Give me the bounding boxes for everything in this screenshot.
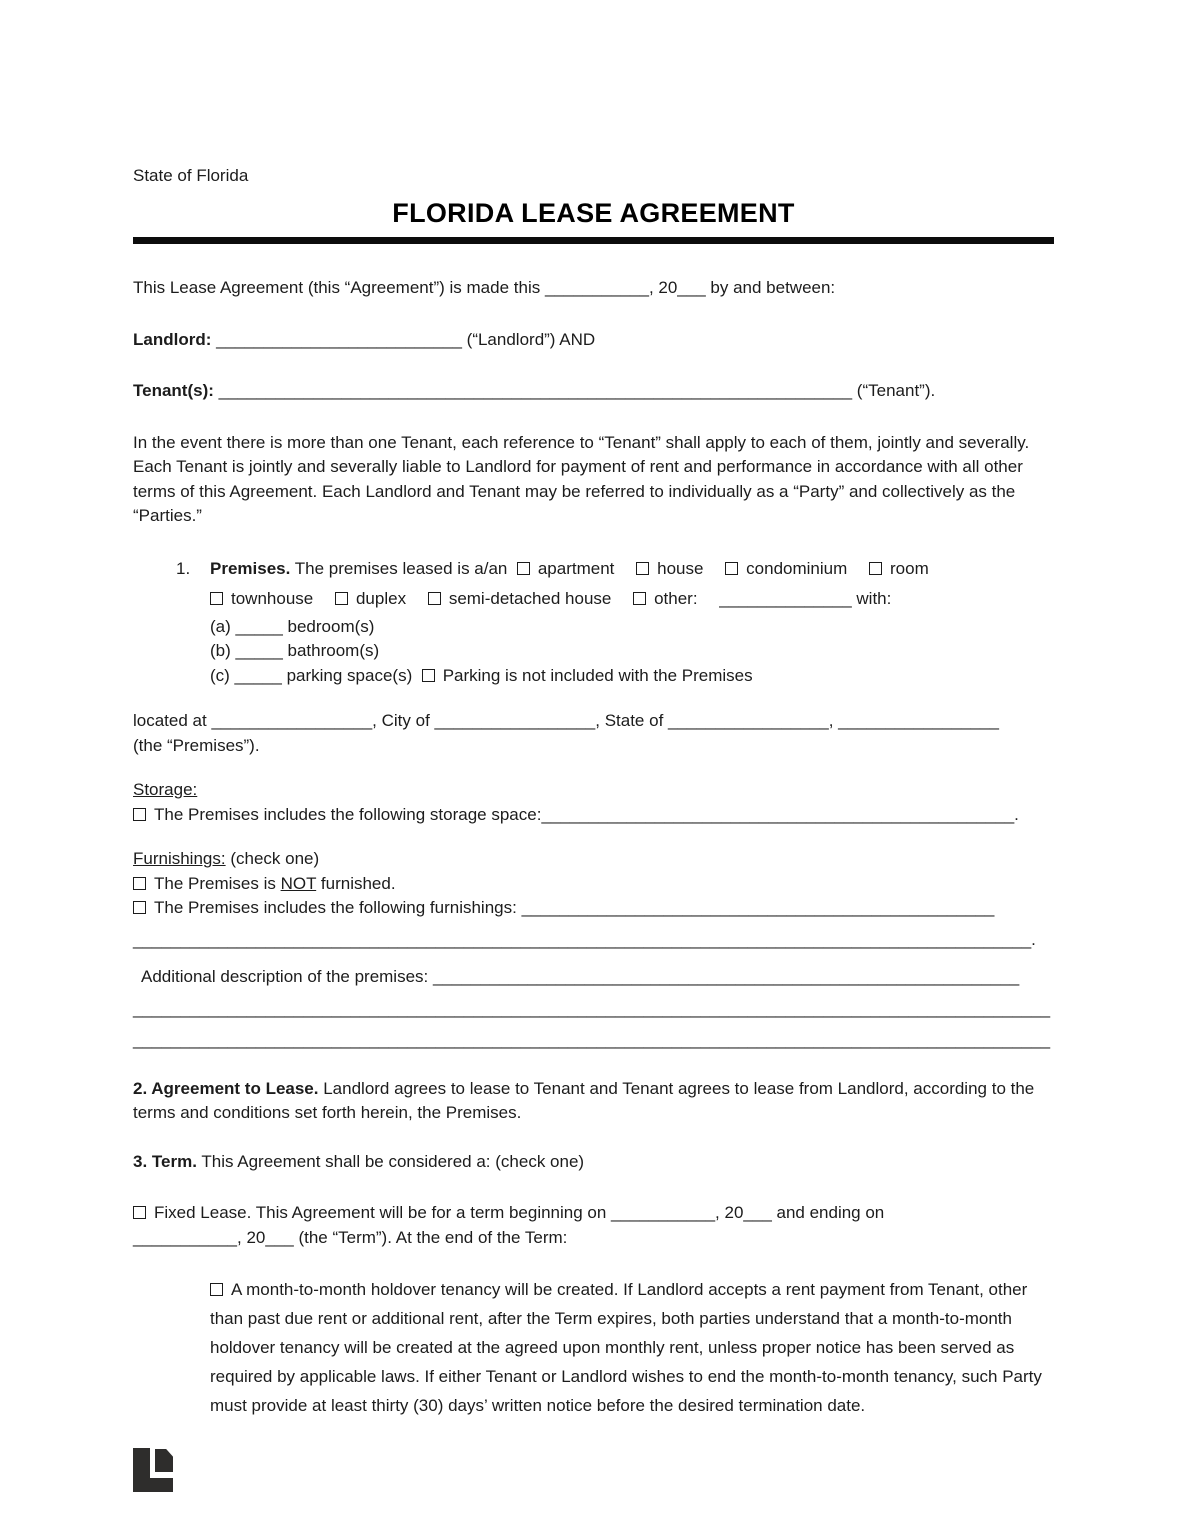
option-room[interactable] — [869, 559, 929, 578]
room-label: room — [890, 558, 929, 578]
premises-heading: Premises. — [210, 558, 291, 578]
title-divider — [133, 237, 1054, 244]
parking-label: parking space(s) — [286, 665, 413, 685]
premises-type-line-1 — [210, 555, 946, 582]
other-blank: ______________ — [714, 588, 857, 608]
option-townhouse[interactable] — [210, 589, 313, 608]
additional-line-3: _________________________________________________________________________________________________ — [133, 1030, 1051, 1049]
not-furnished-post: furnished. — [316, 873, 396, 893]
storage-checkbox[interactable] — [133, 808, 146, 821]
option-duplex[interactable] — [335, 589, 406, 608]
state-label: State of Florida — [133, 166, 249, 185]
furnishings-includes-line — [133, 896, 1054, 921]
tenant-blank: ___________________________________________________________________ (“Tenant”). — [213, 381, 936, 400]
option-semi-detached[interactable] — [428, 589, 612, 608]
section-2-heading: 2. Agreement to Lease. — [133, 1078, 319, 1098]
sub-a-prefix: (a) — [210, 616, 231, 636]
bathrooms-label: bathroom(s) — [287, 641, 380, 660]
page-title: FLORIDA LEASE AGREEMENT — [392, 198, 795, 228]
additional-description-block — [133, 965, 1054, 1053]
apartment-checkbox[interactable] — [517, 562, 530, 575]
storage-option-label: The Premises includes the following storage space: — [154, 804, 542, 824]
furnishings-continuation-line: _______________________________________________________________________________________________. — [133, 929, 1036, 949]
section-2-text: Landlord agrees to lease to Tenant and Tenant agrees to lease from Landlord, according to the terms and conditions set forth herein, the Premises. — [133, 1078, 1035, 1122]
no-parking-label: Parking is not included with the Premises — [442, 665, 753, 685]
joint-clause-paragraph: In the event there is more than one Tenant, each reference to “Tenant” shall apply to each of them, jointly and severally. Each Tenant is jointly and severally liable to Landlord for payment of rent and performance in accordance with all other terms of this Agreement. Each Landlord and Tenant may be referred to individually as a “Party” and collectively as the “Parties.” — [133, 432, 1030, 525]
other-checkbox[interactable] — [633, 592, 646, 605]
with-label: with: — [856, 588, 892, 608]
duplex-label: duplex — [355, 588, 407, 608]
legaltemplates-logo — [133, 1448, 177, 1492]
holdover-clause — [210, 1275, 1054, 1420]
storage-heading: Storage: — [133, 780, 198, 799]
section-3-paragraph — [133, 1150, 1054, 1175]
tenant-line — [133, 379, 1054, 404]
bedrooms-line — [210, 615, 946, 640]
section-3-heading: 3. Term. — [133, 1151, 197, 1171]
not-furnished-checkbox[interactable] — [133, 877, 146, 890]
furnishings-heading-suffix: (check one) — [225, 849, 320, 868]
premises-lead: The premises leased is a/an — [294, 558, 508, 578]
not-furnished-line — [133, 872, 1054, 897]
option-condominium[interactable] — [725, 559, 847, 578]
fixed-lease-line-2: ___________, 20___ (the “Term”). At the end of the Term: — [133, 1227, 568, 1247]
storage-blank: __________________________________________________. — [541, 804, 1019, 824]
furnishings-includes-blank: __________________________________________________ — [521, 898, 995, 917]
section-2-paragraph — [133, 1077, 1054, 1126]
tenant-label: Tenant(s): — [133, 381, 214, 400]
fixed-lease-block — [133, 1201, 1054, 1250]
furnishings-heading: Furnishings: — [133, 849, 226, 868]
duplex-checkbox[interactable] — [335, 592, 348, 605]
premises-parenthetical: (the “Premises”). — [133, 735, 260, 755]
option-apartment[interactable] — [517, 559, 615, 578]
parking-line — [210, 664, 946, 689]
landlord-line — [133, 328, 1054, 353]
bedrooms-label: bedroom(s) — [287, 616, 375, 636]
semi-detached-label: semi-detached house — [448, 588, 612, 608]
not-furnished-pre: The Premises is — [154, 873, 281, 893]
fixed-lease-line-1: Fixed Lease. This Agreement will be for a term beginning on ___________, 20___ and ending on — [154, 1203, 885, 1222]
option-house[interactable] — [636, 559, 703, 578]
holdover-text: A month-to-month holdover tenancy will be created. If Landlord accepts a rent payment from Tenant, other than past due rent or additional rent, after the Term expires, both parties understand that a month-to-month holdover tenancy will be created at the agreed upon monthly rent, unless proper notice has been served as required by applicable laws. If either Tenant or Landlord wishes to end the month-to-month tenancy, such Party must provide at least thirty (30) days’ written notice before the desired termination date. — [210, 1280, 1042, 1415]
landlord-blank: __________________________ (“Landlord”) AND — [211, 329, 596, 349]
furnished-checkbox[interactable] — [133, 901, 146, 914]
semi-detached-checkbox[interactable] — [428, 592, 441, 605]
premises-body — [210, 555, 946, 689]
apartment-label: apartment — [537, 558, 615, 578]
premises-list-item — [176, 555, 1054, 689]
townhouse-checkbox[interactable] — [210, 592, 223, 605]
not-furnished-not: NOT — [280, 873, 317, 893]
additional-blank: ______________________________________________________________ — [433, 967, 1020, 986]
no-parking-checkbox[interactable] — [422, 669, 435, 682]
house-checkbox[interactable] — [636, 562, 649, 575]
storage-heading-line — [133, 778, 1054, 803]
additional-label: Additional description of the premises: — [141, 967, 433, 986]
location-block — [133, 709, 1054, 758]
condominium-label: condominium — [746, 558, 848, 578]
bathrooms-blank: _____ — [230, 641, 288, 660]
premises-type-line-2 — [210, 585, 946, 612]
bathrooms-line — [210, 639, 946, 664]
room-checkbox[interactable] — [869, 562, 882, 575]
house-label: house — [657, 558, 704, 578]
additional-line-2: _________________________________________________________________________________________________ — [133, 998, 1051, 1018]
parking-blank: _____ — [229, 665, 287, 685]
condominium-checkbox[interactable] — [725, 562, 738, 575]
holdover-checkbox[interactable] — [210, 1283, 223, 1296]
furnishings-includes-label: The Premises includes the following furnishings: — [154, 898, 522, 917]
intro-paragraph: This Lease Agreement (this “Agreement”) is made this ___________, 20___ by and between: — [133, 278, 836, 297]
bedrooms-blank: _____ — [230, 616, 288, 636]
sub-b-prefix: (b) — [210, 641, 231, 660]
furnishings-heading-line — [133, 847, 1054, 872]
logo-l-foot — [133, 1478, 173, 1492]
logo-document-icon — [155, 1449, 173, 1472]
located-line: located at _________________, City of _________________, State of _________________, _________________ — [133, 711, 999, 730]
fixed-lease-checkbox[interactable] — [133, 1206, 146, 1219]
townhouse-label: townhouse — [231, 588, 314, 608]
sub-c-prefix: (c) — [210, 665, 230, 685]
storage-option-line — [133, 803, 1054, 828]
option-other[interactable] — [633, 589, 697, 608]
list-number: 1. — [176, 558, 191, 578]
section-3-text: This Agreement shall be considered a: (check one) — [196, 1151, 585, 1171]
landlord-label: Landlord: — [133, 329, 212, 349]
other-label: other: — [654, 588, 698, 608]
